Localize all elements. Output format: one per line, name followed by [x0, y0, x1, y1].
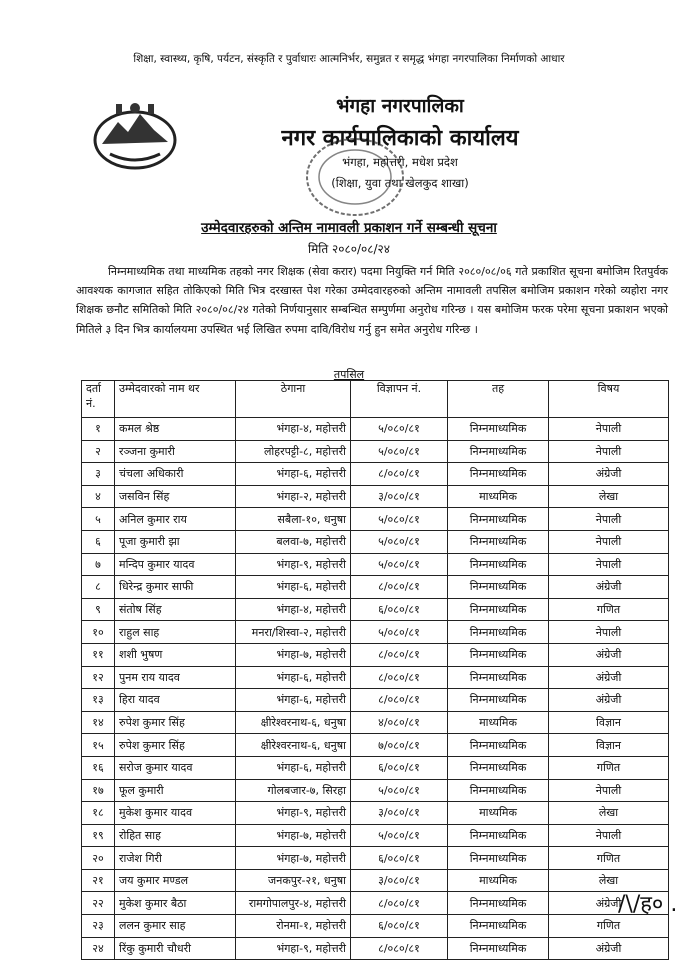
cell-level: निम्नमाध्यमिक — [448, 553, 549, 576]
cell-reg-no: ७ — [82, 553, 115, 576]
cell-reg-no: १६ — [82, 756, 115, 779]
cell-reg-no: १९ — [82, 824, 115, 847]
cell-level: माध्यमिक — [448, 711, 549, 734]
table-row — [82, 937, 669, 960]
cell-level: निम्नमाध्यमिक — [448, 937, 549, 960]
cell-ad-no: ७/०८०/८१ — [351, 734, 448, 757]
cell-name: मुकेश कुमार यादव — [115, 802, 236, 825]
cell-reg-no: ६ — [82, 530, 115, 553]
cell-subject: अंग्रेजी — [549, 666, 669, 689]
office-name: भंगहा नगरपालिका — [336, 95, 464, 117]
cell-ad-no: ६/०८०/८१ — [351, 598, 448, 621]
cell-ad-no: ८/०८०/८१ — [351, 892, 448, 915]
cell-level: निम्नमाध्यमिक — [448, 666, 549, 689]
cell-reg-no: २२ — [82, 892, 115, 915]
cell-address: भंगहा-६, महोत्तरी — [236, 576, 351, 599]
cell-reg-no: २ — [82, 440, 115, 463]
cell-subject: नेपाली — [549, 418, 669, 441]
cell-level: माध्यमिक — [448, 802, 549, 825]
cell-level: निम्नमाध्यमिक — [448, 892, 549, 915]
office-place: भंगहा, महोत्तरी, मधेश प्रदेश — [342, 155, 458, 169]
cell-ad-no: ५/०८०/८१ — [351, 621, 448, 644]
cell-address: बलवा-७, महोत्तरी — [236, 530, 351, 553]
table-row — [82, 915, 669, 938]
table-row — [82, 553, 669, 576]
cell-ad-no: ५/०८०/८१ — [351, 824, 448, 847]
cell-name: सरोज कुमार यादव — [115, 756, 236, 779]
header-address: ठेगाना — [236, 381, 351, 418]
cell-level: निम्नमाध्यमिक — [448, 576, 549, 599]
cell-subject: अंग्रेजी — [549, 643, 669, 666]
cell-level: निम्नमाध्यमिक — [448, 824, 549, 847]
office-stamp-icon — [300, 132, 410, 222]
table-row — [82, 847, 669, 870]
cell-address: भंगहा-९, महोत्तरी — [236, 802, 351, 825]
header-reg-no: दर्ता नं. — [82, 381, 115, 418]
cell-level: निम्नमाध्यमिक — [448, 779, 549, 802]
table-row — [82, 530, 669, 553]
cell-ad-no: ५/०८०/८१ — [351, 440, 448, 463]
slogan: शिक्षा, स्वास्थ्य, कृषि, पर्यटन, संस्कृति र पुर्वाधारः आत्मनिर्भर, समुन्नत र समृद्ध भंगहा नगरपालिका निर्माणको आधार — [133, 53, 565, 65]
signature-mark: /\/ह० . — [618, 892, 678, 917]
cell-name: राजेश गिरी — [115, 847, 236, 870]
cell-subject: अंग्रेजी — [549, 937, 669, 960]
header-level: तह — [448, 381, 549, 418]
cell-address: भंगहा-७, महोत्तरी — [236, 824, 351, 847]
cell-subject: गणित — [549, 847, 669, 870]
header-subject: विषय — [549, 381, 669, 418]
cell-reg-no: १५ — [82, 734, 115, 757]
cell-reg-no: ३ — [82, 463, 115, 486]
cell-subject: लेखा — [549, 802, 669, 825]
cell-name: मन्दिप कुमार यादव — [115, 553, 236, 576]
cell-level: निम्नमाध्यमिक — [448, 530, 549, 553]
office-subtitle: नगर कार्यपालिकाको कार्यालय — [281, 126, 519, 151]
cell-reg-no: ५ — [82, 508, 115, 531]
cell-level: निम्नमाध्यमिक — [448, 508, 549, 531]
cell-ad-no: ६/०८०/८१ — [351, 915, 448, 938]
cell-subject: गणित — [549, 915, 669, 938]
cell-ad-no: ३/०८०/८१ — [351, 802, 448, 825]
table-row — [82, 643, 669, 666]
cell-name: धिरेन्द्र कुमार साफी — [115, 576, 236, 599]
cell-reg-no: २४ — [82, 937, 115, 960]
cell-reg-no: ९ — [82, 598, 115, 621]
table-row — [82, 756, 669, 779]
cell-ad-no: ८/०८०/८१ — [351, 937, 448, 960]
cell-name: चंचला अधिकारी — [115, 463, 236, 486]
cell-ad-no: ८/०८०/८१ — [351, 643, 448, 666]
cell-address: लोहरपट्टी-८, महोत्तरी — [236, 440, 351, 463]
cell-name: रोहित साह — [115, 824, 236, 847]
cell-address: भंगहा-४, महोत्तरी — [236, 418, 351, 441]
table-header-row — [82, 381, 669, 418]
table-row — [82, 734, 669, 757]
cell-address: भंगहा-४, महोत्तरी — [236, 598, 351, 621]
cell-subject: लेखा — [549, 485, 669, 508]
cell-reg-no: १७ — [82, 779, 115, 802]
cell-ad-no: ५/०८०/८१ — [351, 779, 448, 802]
cell-ad-no: ४/०८०/८१ — [351, 711, 448, 734]
cell-level: निम्नमाध्यमिक — [448, 847, 549, 870]
cell-level: निम्नमाध्यमिक — [448, 418, 549, 441]
cell-ad-no: ८/०८०/८१ — [351, 463, 448, 486]
cell-ad-no: ८/०८०/८१ — [351, 689, 448, 712]
cell-ad-no: ६/०८०/८१ — [351, 756, 448, 779]
cell-reg-no: १० — [82, 621, 115, 644]
cell-subject: विज्ञान — [549, 734, 669, 757]
table-row — [82, 802, 669, 825]
cell-address: क्षीरेश्वरनाथ-६, धनुषा — [236, 711, 351, 734]
cell-subject: विज्ञान — [549, 711, 669, 734]
cell-name: जसविन सिंह — [115, 485, 236, 508]
cell-name: रिंकु कुमारी चौधरी — [115, 937, 236, 960]
table-row — [82, 418, 669, 441]
cell-ad-no: ३/०८०/८१ — [351, 485, 448, 508]
cell-level: निम्नमाध्यमिक — [448, 756, 549, 779]
cell-ad-no: ५/०८०/८१ — [351, 553, 448, 576]
cell-level: माध्यमिक — [448, 485, 549, 508]
cell-name: ललन कुमार साह — [115, 915, 236, 938]
table-row — [82, 485, 669, 508]
table-row — [82, 689, 669, 712]
cell-subject: गणित — [549, 598, 669, 621]
cell-address: रोनमा-१, महोत्तरी — [236, 915, 351, 938]
cell-subject: नेपाली — [549, 824, 669, 847]
cell-name: संतोष सिंह — [115, 598, 236, 621]
cell-address: भंगहा-७, महोत्तरी — [236, 847, 351, 870]
cell-address: गोलबजार-७, सिरहा — [236, 779, 351, 802]
cell-address: भंगहा-९, महोत्तरी — [236, 553, 351, 576]
notice-body: निम्नमाध्यमिक तथा माध्यमिक तहको नगर शिक्षक (सेवा करार) पदमा नियुक्ति गर्न मिति २०८०/०८/०६ गते प्रकाशित सूचना बमोजिम रितपुर्वक आवश्यक कागजात सहित तोकिएको मिति भित्र दरखास्त पेश गरेका उम्मेदवारहरुको अन्तिम नामावली तपसिल बमोजिम प्रकाशन गरेको व्यहोरा नगर शिक्षक छनौट समितिको मिति २०८०/०८/२४ गतेको निर्णयानुसार सम्बन्धित सम्पुर्णमा अनुरोध गरिन्छ । यस बमोजिम फरक परेमा सूचना प्रकाशन भएको मितिले ३ दिन भित्र कार्यालयमा उपस्थित भई लिखित रुपमा दावि/विरोध गर्नु हुन समेत अनुरोध गरिन्छ । — [76, 265, 668, 336]
candidate-table — [81, 380, 669, 960]
cell-subject: नेपाली — [549, 553, 669, 576]
cell-subject: लेखा — [549, 869, 669, 892]
cell-name: पूजा कुमारी झा — [115, 530, 236, 553]
cell-ad-no: ५/०८०/८१ — [351, 508, 448, 531]
cell-ad-no: ५/०८०/८१ — [351, 530, 448, 553]
table-row — [82, 621, 669, 644]
table-row — [82, 440, 669, 463]
header-ad-no: विज्ञापन नं. — [351, 381, 448, 418]
cell-name: मुकेश कुमार बैठा — [115, 892, 236, 915]
cell-ad-no: ८/०८०/८१ — [351, 576, 448, 599]
cell-ad-no: ६/०८०/८१ — [351, 847, 448, 870]
cell-name: रुपेश कुमार सिंह — [115, 711, 236, 734]
table-row — [82, 779, 669, 802]
cell-name: अनिल कुमार राय — [115, 508, 236, 531]
cell-subject: नेपाली — [549, 621, 669, 644]
office-branch: (शिक्षा, युवा तथा खेलकुद शाखा) — [331, 176, 469, 190]
cell-subject: नेपाली — [549, 530, 669, 553]
cell-reg-no: १८ — [82, 802, 115, 825]
table-row — [82, 666, 669, 689]
table-row — [82, 711, 669, 734]
table-row — [82, 598, 669, 621]
cell-reg-no: १३ — [82, 689, 115, 712]
cell-address: क्षीरेश्वरनाथ-६, धनुषा — [236, 734, 351, 757]
cell-level: माध्यमिक — [448, 869, 549, 892]
table-heading: तपसिल — [333, 368, 365, 381]
cell-address: भंगहा-२, महोत्तरी — [236, 485, 351, 508]
cell-address: सबैला-१०, धनुषा — [236, 508, 351, 531]
cell-reg-no: २१ — [82, 869, 115, 892]
cell-level: निम्नमाध्यमिक — [448, 734, 549, 757]
cell-name: रञ्जना कुमारी — [115, 440, 236, 463]
government-emblem-icon — [88, 96, 182, 178]
cell-reg-no: १२ — [82, 666, 115, 689]
cell-address: भंगहा-६, महोत्तरी — [236, 463, 351, 486]
cell-level: निम्नमाध्यमिक — [448, 915, 549, 938]
table-row — [82, 824, 669, 847]
cell-level: निम्नमाध्यमिक — [448, 689, 549, 712]
cell-reg-no: १ — [82, 418, 115, 441]
cell-reg-no: ४ — [82, 485, 115, 508]
cell-ad-no: ८/०८०/८१ — [351, 666, 448, 689]
cell-reg-no: २० — [82, 847, 115, 870]
cell-level: निम्नमाध्यमिक — [448, 598, 549, 621]
cell-name: रुपेश कुमार सिंह — [115, 734, 236, 757]
cell-name: जय कुमार मण्डल — [115, 869, 236, 892]
table-row — [82, 463, 669, 486]
table-row — [82, 869, 669, 892]
cell-ad-no: ३/०८०/८१ — [351, 869, 448, 892]
cell-subject: नेपाली — [549, 508, 669, 531]
cell-level: निम्नमाध्यमिक — [448, 621, 549, 644]
cell-ad-no: ५/०८०/८१ — [351, 418, 448, 441]
cell-reg-no: ११ — [82, 643, 115, 666]
cell-address: भंगहा-६, महोत्तरी — [236, 666, 351, 689]
cell-subject: अंग्रेजी — [549, 892, 669, 915]
notice-date: मिति २०८०/०८/२४ — [307, 242, 391, 256]
notice-title: उम्मेदवारहरुको अन्तिम नामावली प्रकाशन गर्ने सम्बन्धी सूचना — [201, 220, 497, 236]
cell-name: कमल श्रेष्ठ — [115, 418, 236, 441]
cell-address: भंगहा-६, महोत्तरी — [236, 756, 351, 779]
cell-name: पुनम राय यादव — [115, 666, 236, 689]
cell-reg-no: २३ — [82, 915, 115, 938]
cell-subject: नेपाली — [549, 779, 669, 802]
table-row — [82, 576, 669, 599]
cell-address: रामगोपालपुर-४, महोत्तरी — [236, 892, 351, 915]
cell-reg-no: ८ — [82, 576, 115, 599]
cell-address: भंगहा-६, महोत्तरी — [236, 689, 351, 712]
cell-name: राहुल साह — [115, 621, 236, 644]
cell-reg-no: १४ — [82, 711, 115, 734]
cell-subject: अंग्रेजी — [549, 689, 669, 712]
table-row — [82, 892, 669, 915]
cell-address: मनरा/शिस्वा-२, महोत्तरी — [236, 621, 351, 644]
cell-address: भंगहा-९, महोत्तरी — [236, 937, 351, 960]
cell-subject: गणित — [549, 756, 669, 779]
cell-name: शशी भुषण — [115, 643, 236, 666]
cell-subject: अंग्रेजी — [549, 463, 669, 486]
cell-address: भंगहा-७, महोत्तरी — [236, 643, 351, 666]
cell-name: हिरा यादव — [115, 689, 236, 712]
cell-address: जनकपुर-२१, धनुषा — [236, 869, 351, 892]
cell-subject: अंग्रेजी — [549, 576, 669, 599]
header-name: उम्मेदवारको नाम थर — [115, 381, 236, 418]
cell-level: निम्नमाध्यमिक — [448, 463, 549, 486]
table-row — [82, 508, 669, 531]
cell-level: निम्नमाध्यमिक — [448, 440, 549, 463]
cell-level: निम्नमाध्यमिक — [448, 643, 549, 666]
cell-subject: नेपाली — [549, 440, 669, 463]
cell-name: फूल कुमारी — [115, 779, 236, 802]
